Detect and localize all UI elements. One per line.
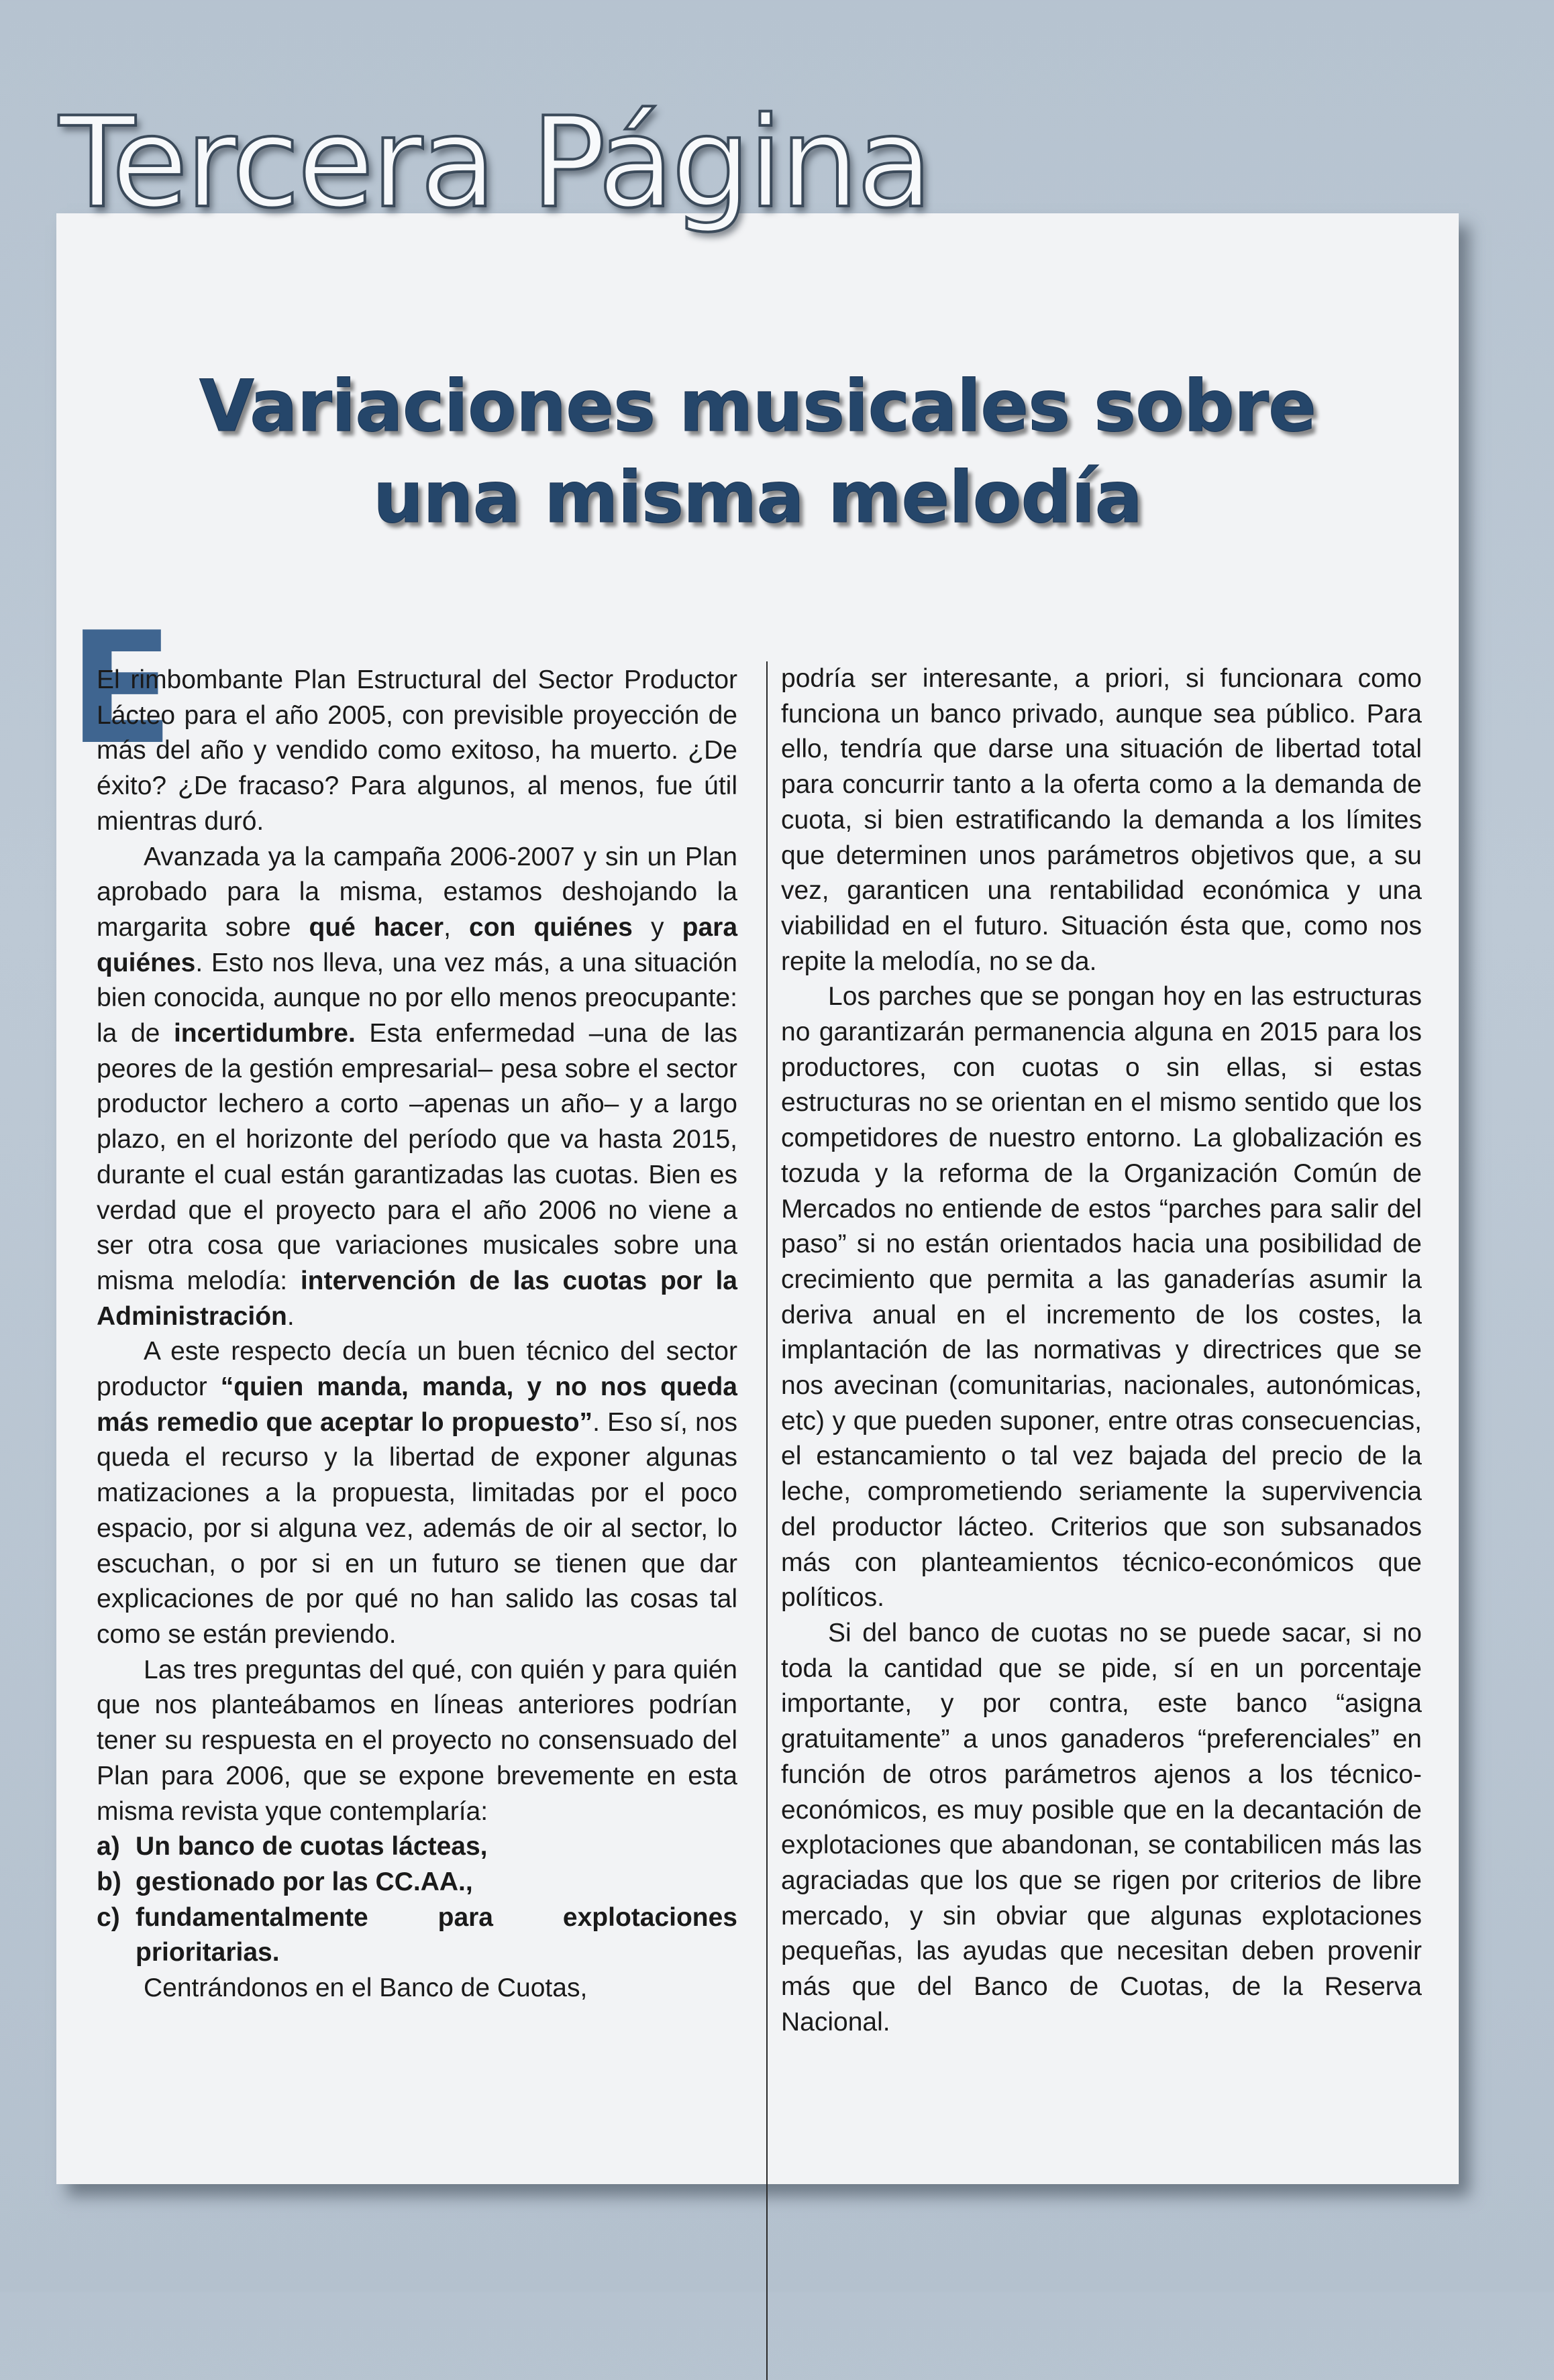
bold-run: qué hacer <box>309 912 444 942</box>
article-title <box>56 361 1459 543</box>
bold-run: incertidumbre. <box>173 1019 356 1048</box>
paragraph: Los parches que se pongan hoy en las estructuras no garantizarán permanencia alguna en 2015 para los productores, con cuotas o sin ellas, si estas estructuras no se orientan en el mismo sentido que los competidores de nuestro entorno. La globalización es tozuda y la reforma de la Organización Común de Mercados no entiende de estos “parches para salir del paso” si no están orientados hacia una posibilidad de crecimiento que permita a las ganaderías asumir la deriva anual en el incremento de los costes, la implantación de las normativas y directrices que se nos avecinan (comunitarias, nacionales, autonómicas, etc) y que pueden suponer, entre otras consecuencias, el estancamiento o tal vez bajada del precio de la leche, comprometiendo seriamente la supervivencia del productor lácteo. Criterios que son subsanados más con planteamientos técnico-económicos que políticos. <box>781 982 1422 1613</box>
paragraph: Si del banco de cuotas no se puede sacar, si no toda la cantidad que se pide, sí en un porcentaje importante, y por contra, este banco “asigna gratuitamente” a unos ganaderos “preferenciales” en función de otros parámetros ajenos a los técnico-económicos, es muy posible que en la decantación de explotaciones que abandonan, se contabilicen más las agraciadas que los que se rigen por criterios de libre mercado, y sin obviar que algunas explotaciones pequeñas, las ayudas que necesitan deben provenir más que del Banco de Cuotas, de la Reserva Nacional. <box>781 1618 1422 2037</box>
bold-run: “quien manda, manda, y no nos queda más remedio que aceptar lo propuesto” <box>97 1372 737 1437</box>
text-run: . <box>287 1301 295 1331</box>
list-item <box>97 1900 737 1971</box>
drop-cap: E <box>68 600 174 779</box>
list-item <box>97 1865 737 1900</box>
bold-run: para quiénes <box>97 912 738 977</box>
article-title-line-1: Variaciones musicales sobre <box>199 365 1316 447</box>
column-divider <box>766 661 768 2380</box>
text-run: y <box>632 912 682 942</box>
text-run: A este respecto decía un buen técnico del sector productor <box>97 1337 737 1402</box>
text-run: Avanzada ya la campaña 2006-2007 y sin un Plan aprobado para la misma, estamos deshojando la margarita sobre <box>97 842 737 942</box>
paragraph: El rimbombante Plan Estructural del Sector Productor Lácteo para el año 2005, con previsible proyección de más del año y vendido como exitoso, ha muerto. ¿De éxito? ¿De fracaso? Para algunos, al menos, fue útil mientras duró. <box>97 665 737 836</box>
text-run: . Esto nos lleva, una vez más, a una situación bien conocida, aunque no por ello menos preocupante: la de <box>97 948 737 1048</box>
list-text: fundamentalmente para explotaciones prioritarias. <box>136 1902 737 1967</box>
right-column <box>781 661 1422 2040</box>
list-marker: c) <box>97 1902 120 1932</box>
bold-run: intervención de las cuotas por la Administración <box>97 1266 738 1331</box>
bold-run: con quiénes <box>469 912 633 942</box>
list-text: gestionado por las CC.AA., <box>136 1867 473 1896</box>
article-card <box>56 213 1459 2184</box>
paragraph: Centrándonos en el Banco de Cuotas, <box>144 1973 588 2003</box>
list-marker: a) <box>97 1832 120 1861</box>
section-title: Tercera Página <box>59 90 931 235</box>
text-run: . Eso sí, nos queda el recurso y la libertad de exponer algunas matizaciones a la propuesta, limitadas por el poco espacio, por si alguna vez, además de oir al sector, lo escuchan, o por si en un futuro se tienen que dar explicaciones de por qué no han salido las cosas tal como se están previendo. <box>97 1407 737 1649</box>
article-title-line-2: una misma melodía <box>372 456 1143 539</box>
left-column <box>97 663 737 2006</box>
paragraph <box>97 1334 737 1652</box>
text-run: , <box>444 912 470 942</box>
list-marker: b) <box>97 1867 121 1896</box>
list-item <box>97 1829 737 1865</box>
list-text: Un banco de cuotas lácteas, <box>136 1832 488 1861</box>
paragraph: Las tres preguntas del qué, con quién y para quién que nos planteábamos en líneas anteriores podrían tener su respuesta en el proyecto no consensuado del Plan para 2006, que se expone brevemente en esta misma revista yque contemplaría: <box>97 1655 737 1826</box>
paragraph: podría ser interesante, a priori, si funcionara como funciona un banco privado, aunque sea público. Para ello, tendría que darse una situación de libertad total para concurrir tanto a la oferta como a la demanda de cuota, si bien estratificando la demanda a los límites que determinen unos parámetros objetivos que, a su vez, garanticen una rentabilidad económica y una viabilidad en el futuro. Situación ésta que, como nos repite la melodía, no se da. <box>781 664 1422 976</box>
paragraph <box>97 840 737 1335</box>
text-run: Esta enfermedad –una de las peores de la gestión empresarial– pesa sobre el sector productor lechero a corto –apenas un año– y a largo plazo, en el horizonte del período que va hasta 2015, durante el cual están garantizadas las cuotas. Bien es verdad que el proyecto para el año 2006 no viene a ser otra cosa que variaciones musicales sobre una misma melodía: <box>97 1019 737 1295</box>
